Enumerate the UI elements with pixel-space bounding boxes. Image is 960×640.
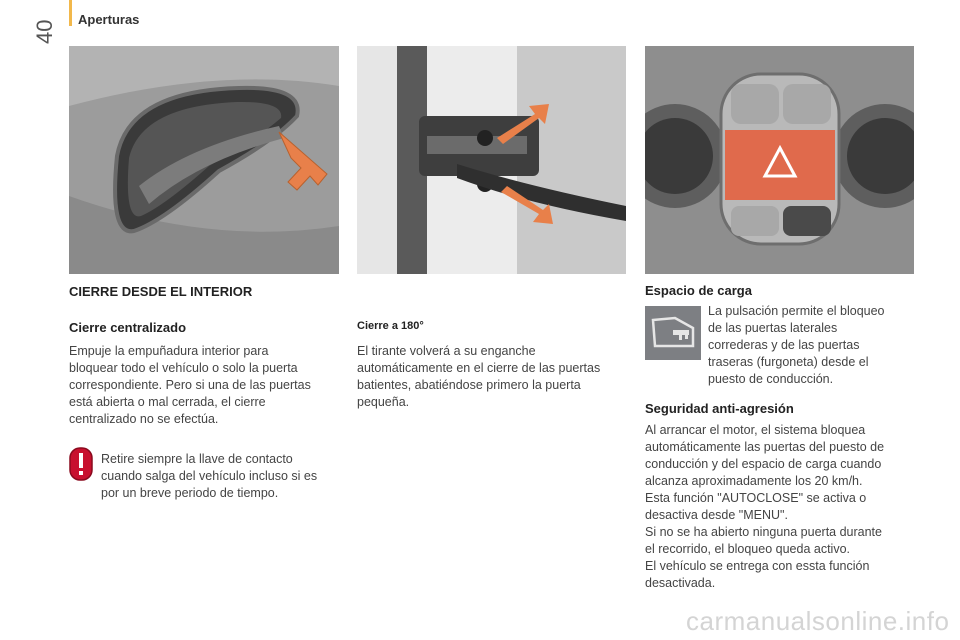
text-line: cuando salga del vehículo incluso si es (101, 469, 318, 483)
text-line: de las puertas laterales (708, 321, 838, 335)
text-line: conducción y del espacio de carga cuando (645, 457, 882, 471)
text-line: alcanza aproximadamente los 20 km/h. (645, 474, 863, 488)
text-line: desactiva desde "MENU". (645, 508, 788, 522)
cargo-space-text (708, 303, 918, 388)
180-lock-text (357, 343, 632, 411)
anti-aggression-text (645, 422, 915, 592)
text-line: pequeña. (357, 395, 410, 409)
watermark: carmanualsonline.info (686, 606, 950, 636)
text-line: Retire siempre la llave de contacto (101, 452, 293, 466)
text-line: El tirante volverá a su enganche (357, 344, 536, 358)
text-line: La pulsación permite el bloqueo (708, 304, 885, 318)
warning-icon (69, 447, 93, 481)
cargo-lock-icon (645, 306, 701, 360)
text-line: automáticamente en el cierre de las puertas (357, 361, 601, 375)
text-line: Al arrancar el motor, el sistema bloquea (645, 423, 866, 437)
central-locking-text (69, 343, 344, 428)
text-line: centralizado no se efectúa. (69, 412, 219, 426)
text-line: por un breve periodo de tiempo. (101, 486, 279, 500)
door-hinge-photo (357, 46, 626, 274)
door-handle-photo (69, 46, 339, 274)
text-line: puesto de conducción. (708, 372, 834, 386)
header-accent-bar (69, 0, 72, 26)
heading-anti-aggression: Seguridad anti-agresión (645, 401, 794, 416)
heading-cargo-space: Espacio de carga (645, 283, 752, 298)
dashboard-buttons-photo (645, 46, 914, 274)
section-title: Aperturas (78, 12, 140, 27)
text-line: traseras (furgoneta) desde el (708, 355, 869, 369)
subheading-central-locking: Cierre centralizado (69, 320, 187, 335)
text-line: correderas y de las puertas (708, 338, 860, 352)
section-heading-interior-lock: CIERRE DESDE EL INTERIOR (69, 284, 253, 299)
text-line: está abierta o mal cerrada, el cierre (69, 395, 266, 409)
subheading-180-lock: Cierre a 180° (357, 320, 424, 332)
text-line: bloquear todo el vehículo o solo la puerta (69, 361, 298, 375)
text-line: El vehículo se entrega con essta función (645, 559, 870, 573)
text-line: el recorrido, el bloqueo queda activo. (645, 542, 850, 556)
page-number: 40 (32, 19, 57, 44)
warning-text (101, 451, 346, 502)
text-line: automáticamente las puertas del puesto de (645, 440, 885, 454)
text-line: Empuje la empuñadura interior para (69, 344, 269, 358)
text-line: batientes, abatiéndose primero la puerta (357, 378, 581, 392)
text-line: Esta función "AUTOCLOSE" se activa o (645, 491, 867, 505)
text-line: correspondiente. Pero si una de las puertas (69, 378, 311, 392)
text-line: desactivada. (645, 576, 716, 590)
text-line: Si no se ha abierto ninguna puerta durante (645, 525, 882, 539)
